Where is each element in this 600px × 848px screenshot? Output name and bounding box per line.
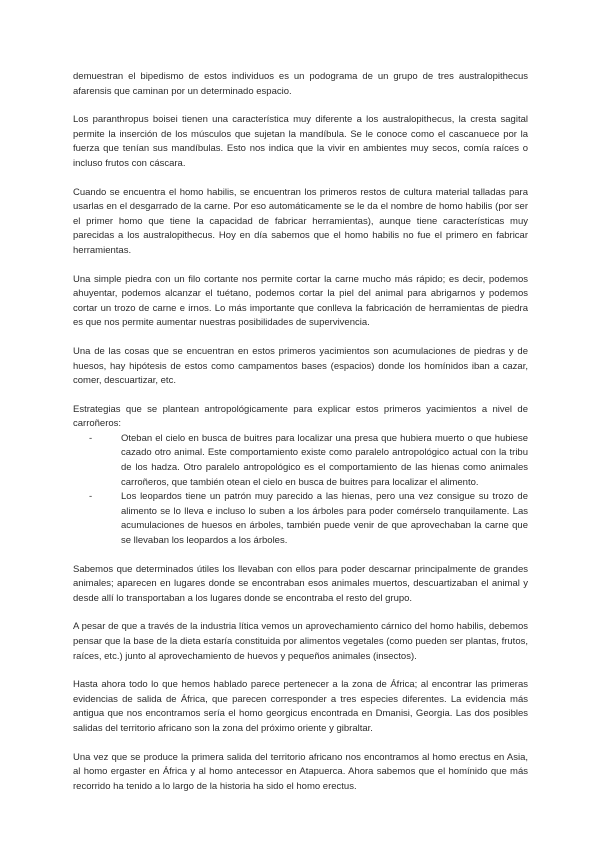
list-item (73, 432, 528, 490)
paragraph-estrategias: Estrategias que se plantean antropológicamente para explicar estos primeros yacimientos a nivel de carroñeros: (73, 403, 528, 430)
paragraph-paranthropus: Los paranthropus boisei tienen una característica muy diferente a los australopithecus, la cresta sagital permite la inserción de los músculos que sujetan la mandíbula. Se le conoce como el cascanuece por la fuerza que tenían sus mandíbulas. Esto nos indica que la vivir en ambientes muy secos, comía raíces o incluso frutos con cáscara. (73, 114, 528, 169)
paragraph-homo-habilis: Cuando se encuentra el homo habilis, se encuentran los primeros restos de cultura material talladas para usarlas en el desgarrado de la carne. Por eso automáticamente se le da el nombre de homo habilis (por ser el primer homo que tiene la capacidad de fabricar herramientas), aunque tiene características muy parecidas a los australopithecus. Hoy en día sabemos que el homo habilis no fue el primero en fabricar herramientas. (73, 186, 528, 256)
list-bullet: - (89, 432, 93, 444)
paragraph-utiles: Sabemos que determinados útiles los llevaban con ellos para poder descarnar principalmente de grandes animales; aparecen en lugares donde se encontraban esos animales muertos, descuartizaban el animal y desde allí lo transportaban a los lugares donde se encontraba el resto del grupo. (73, 563, 528, 604)
paragraph-piedra: Una simple piedra con un filo cortante nos permite cortar la carne mucho más rápido; es decir, podemos ahuyentar, podemos alcanzar el tuétano, podemos cortar la piel del animal para abrigarnos y podemos cortar un trozo de carne e irnos. Lo más importante que conlleva la fabricación de herramientas de piedra es que nos permite aumentar nuestras posibilidades de supervivencia. (73, 273, 528, 329)
paragraph-africa: Hasta ahora todo lo que hemos hablado parece pertenecer a la zona de África; al encontrar las primeras evidencias de salida de África, que parecen corresponder a tres especies diferentes. La evidencia más antigua que nos encontramos sería el homo georgicus encontrada en Dmanisi, Georgia. Las dos posibles salidas del territorio africano son la zona del próximo oriente y gibraltar. (73, 679, 528, 734)
paragraph-yacimientos: Una de las cosas que se encuentran en estos primeros yacimientos son acumulaciones de piedras y de huesos, hay hipótesis de estos como campamentos bases (espacios) donde los homínidos iban a cazar, comer, descuartizar, etc. (73, 345, 528, 387)
strategy-list (73, 432, 528, 549)
paragraph-homo-erectus: Una vez que se produce la primera salida del territorio africano nos encontramos al homo erectus en Asia, al homo ergaster en África y al homo antecessor en Atapuerca. Ahora sabemos que el homínido que más recorrido ha tenido a lo largo de la historia ha sido el homo erectus. (73, 751, 528, 792)
list-item-text: Los leopardos tiene un patrón muy parecido a las hienas, pero una vez consigue su trozo de alimento se lo lleva e incluso lo suben a los árboles para poder comérselo tranquilamente. Las acumulaciones de huesos en árboles, también puede venir de que aprovechaban la carne que se llevaban los leopardos a los árboles. (121, 491, 528, 547)
paragraph-bipedismo: demuestran el bipedismo de estos individuos es un podograma de un grupo de tres australopithecus afarensis que caminan por un determinado espacio. (73, 71, 528, 97)
list-bullet: - (89, 491, 93, 503)
list-item-text: Oteban el cielo en busca de buitres para localizar una presa que hubiera muerto o que hubiese cazado otro animal. Este comportamiento existe como paralelo antropológico actual con la tribu de los hadza. Otro paralelo antropológico es el comportamiento de las hienas como animales carroñeros, que también otean el cielo en busca de buitres para localizar el alimento. (121, 432, 528, 488)
list-item (73, 490, 528, 548)
paragraph-industria-litica: A pesar de que a través de la industria lítica vemos un aprovechamiento cárnico del homo habilis, debemos pensar que la base de la dieta estaría constituida por alimentos vegetales (como pueden ser plantas, frutos, raíces, etc.) junto al aprovechamiento de huevos y pequeños animales (insectos). (73, 621, 528, 662)
